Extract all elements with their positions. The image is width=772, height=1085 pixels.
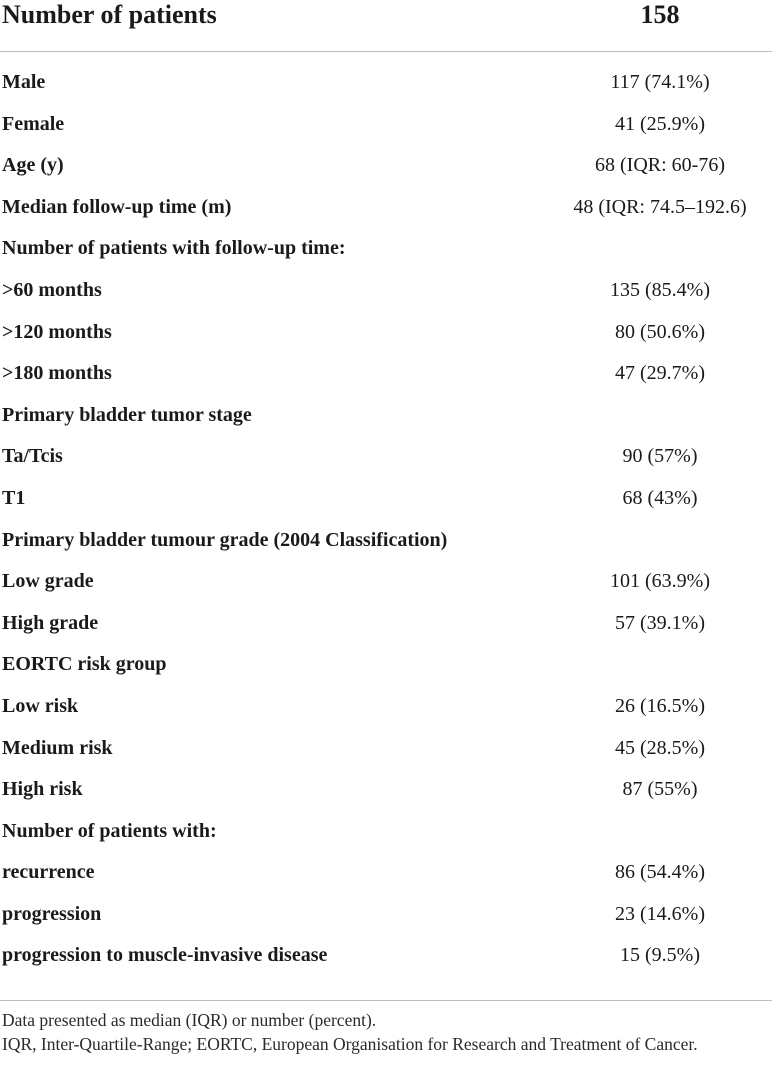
table-row — [0, 607, 772, 649]
row-label: Female — [2, 112, 65, 135]
row-value: 23 (14.6%) — [615, 902, 705, 925]
row-label: Medium risk — [2, 736, 113, 759]
table-header — [0, 0, 772, 50]
table-row — [0, 191, 772, 233]
row-value: 86 (54.4%) — [615, 861, 705, 884]
footer-divider — [0, 1000, 772, 1001]
table-row — [0, 66, 772, 108]
table-row — [0, 565, 772, 607]
table-row — [0, 648, 772, 690]
table-row — [0, 939, 772, 981]
table-row — [0, 440, 772, 482]
table-row — [0, 815, 772, 857]
table-row — [0, 773, 772, 815]
row-value: 90 (57%) — [622, 445, 698, 468]
header-value: 158 — [640, 0, 680, 29]
row-value: 47 (29.7%) — [615, 362, 705, 385]
row-label: >180 months — [2, 362, 112, 385]
row-label: Primary bladder tumour grade (2004 Classification) — [2, 528, 448, 551]
table-row — [0, 690, 772, 732]
row-value: 87 (55%) — [622, 778, 698, 801]
row-value: 15 (9.5%) — [620, 944, 700, 967]
table-row — [0, 274, 772, 316]
table-row — [0, 316, 772, 358]
row-value: 117 (74.1%) — [610, 71, 710, 93]
footnote-abbreviations: IQR, Inter-Quartile-Range; EORTC, European Organisation for Research and Treatment of Cancer. — [2, 1034, 698, 1054]
header-divider — [0, 51, 772, 52]
row-value: 26 (16.5%) — [615, 694, 705, 717]
row-label: EORTC risk group — [2, 653, 167, 676]
table-row — [0, 149, 772, 191]
row-label: >120 months — [2, 320, 112, 343]
row-value: 45 (28.5%) — [615, 736, 705, 759]
row-label: Number of patients with follow-up time: — [2, 237, 346, 260]
row-label: Ta/Tcis — [2, 445, 63, 468]
row-value: 48 (IQR: 74.5–192.6) — [573, 195, 747, 218]
row-value: 101 (63.9%) — [610, 570, 710, 593]
table-row — [0, 399, 772, 441]
row-label: progression to muscle-invasive disease — [2, 944, 328, 967]
table-footnotes — [2, 1008, 772, 1056]
row-label: T1 — [2, 486, 26, 509]
row-value: 57 (39.1%) — [615, 611, 705, 634]
table-row — [0, 108, 772, 150]
row-label: Male — [2, 71, 46, 93]
table-row — [0, 357, 772, 399]
table-row — [0, 482, 772, 524]
row-label: Median follow-up time (m) — [2, 195, 232, 218]
header-label: Number of patients — [2, 0, 217, 29]
table-row — [0, 898, 772, 940]
row-label: Primary bladder tumor stage — [2, 403, 252, 426]
row-value: 80 (50.6%) — [615, 320, 705, 343]
row-label: Age (y) — [2, 154, 64, 177]
row-label: High risk — [2, 778, 83, 801]
row-label: progression — [2, 902, 102, 925]
row-label: High grade — [2, 611, 99, 634]
footnote-data-presentation: Data presented as median (IQR) or number (percent). — [2, 1010, 377, 1030]
row-value: 135 (85.4%) — [610, 278, 710, 301]
row-label: recurrence — [2, 861, 95, 884]
table-row — [0, 732, 772, 774]
table-row — [0, 232, 772, 274]
row-value: 68 (IQR: 60-76) — [595, 154, 725, 177]
row-label: >60 months — [2, 278, 102, 301]
row-label: Low grade — [2, 570, 94, 593]
row-label: Low risk — [2, 694, 79, 717]
table-body — [0, 66, 772, 981]
row-value: 68 (43%) — [622, 486, 698, 509]
table-row — [0, 856, 772, 898]
row-label: Number of patients with: — [2, 819, 217, 842]
table-row — [0, 524, 772, 566]
row-value: 41 (25.9%) — [615, 112, 705, 135]
